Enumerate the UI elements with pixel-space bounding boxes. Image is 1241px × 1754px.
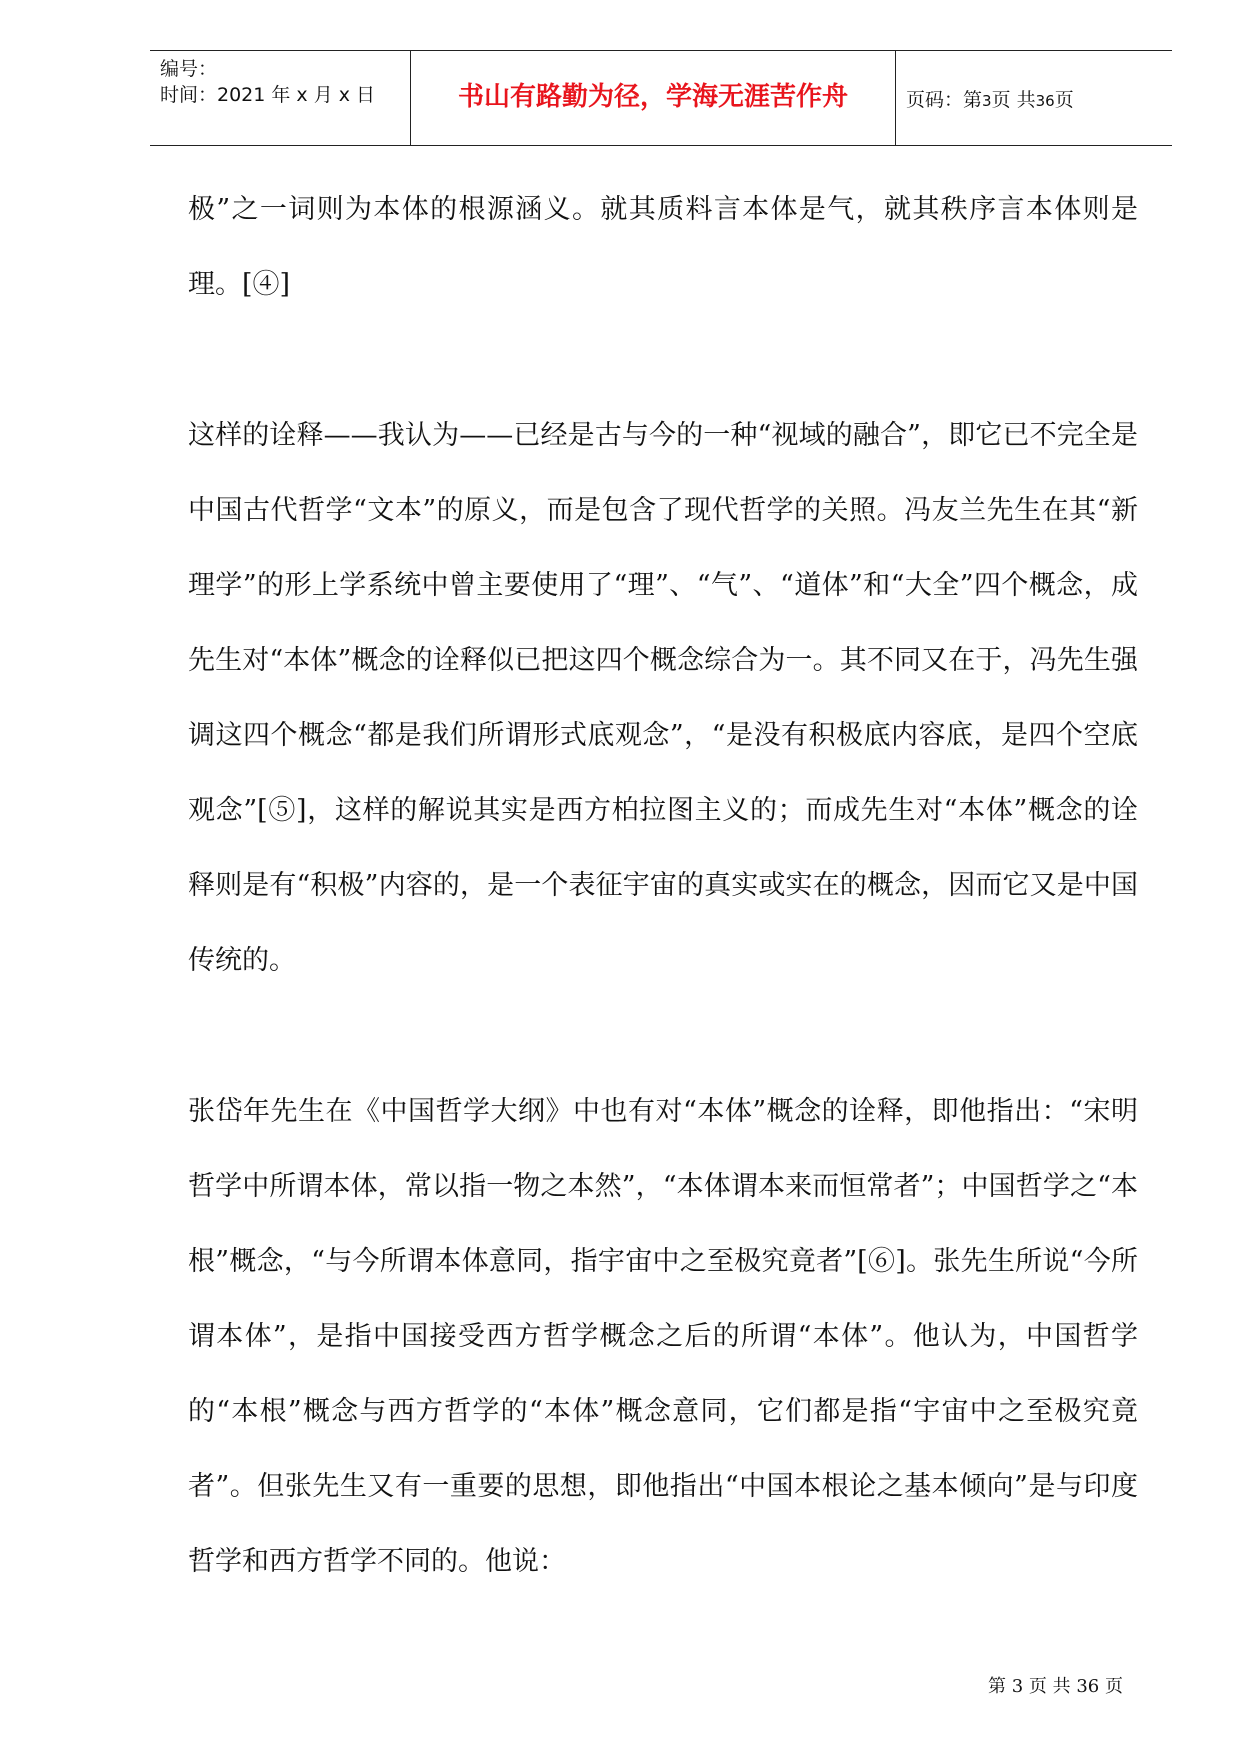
page-header	[150, 50, 1172, 146]
document-code-label: 编号：	[160, 58, 218, 80]
header-motto-cell	[410, 51, 896, 145]
page-suffix: 页	[1054, 89, 1074, 111]
header-motto: 书山有路勤为径，学海无涯苦作舟	[457, 82, 848, 112]
page-prefix: 页码：第	[906, 89, 983, 111]
header-page-cell	[894, 51, 1172, 145]
document-body	[188, 172, 1138, 1599]
paragraph-3: 张岱年先生在《中国哲学大纲》中也有对“本体”概念的诠释，即他指出：“宋明哲学中所谓本体，常以指一物之本然”，“本体谓本来而恒常者”；中国哲学之“本根”概念，“与今所谓本体意同，指宇宙中之至极究竟者”[⑥]。张先生所说“今所谓本体”，是指中国接受西方哲学概念之后的所谓“本体”。他认为，中国哲学的“本根”概念与西方哲学的“本体”概念意同，它们都是指“宇宙中之至极究竟者”。但张先生又有一重要的思想，即他指出“中国本根论之基本倾向”是与印度哲学和西方哲学不同的。他说：	[188, 1096, 1138, 1577]
paragraph-2: 这样的诠释——我认为——已经是古与今的一种“视域的融合”，即它已不完全是中国古代哲学“文本”的原义，而是包含了现代哲学的关照。冯友兰先生在其“新理学”的形上学系统中曾主要使用了“理”、“气”、“道体”和“大全”四个概念，成先生对“本体”概念的诠释似已把这四个概念综合为一。其不同又在于，冯先生强调这四个概念“都是我们所谓形式底观念”，“是没有积极底内容底，是四个空底观念”[⑤]，这样的解说其实是西方柏拉图主义的；而成先生对“本体”概念的诠释则是有“积极”内容的，是一个表征宇宙的真实或实在的概念，因而它又是中国传统的。	[188, 420, 1138, 976]
page-total: 36	[1035, 92, 1055, 110]
page-number: 3	[982, 92, 992, 110]
header-info-cell	[150, 51, 410, 145]
header-page-code	[906, 85, 1074, 116]
paragraph-1: 极”之一词则为本体的根源涵义。就其质料言本体是气，就其秩序言本体则是理。[④]	[188, 194, 1138, 300]
page-footer: 第 3 页 共 36 页	[988, 1676, 1123, 1697]
page-mid: 页 共	[991, 89, 1036, 111]
document-time-label: 时间：2021 年 x 月 x 日	[160, 84, 376, 106]
